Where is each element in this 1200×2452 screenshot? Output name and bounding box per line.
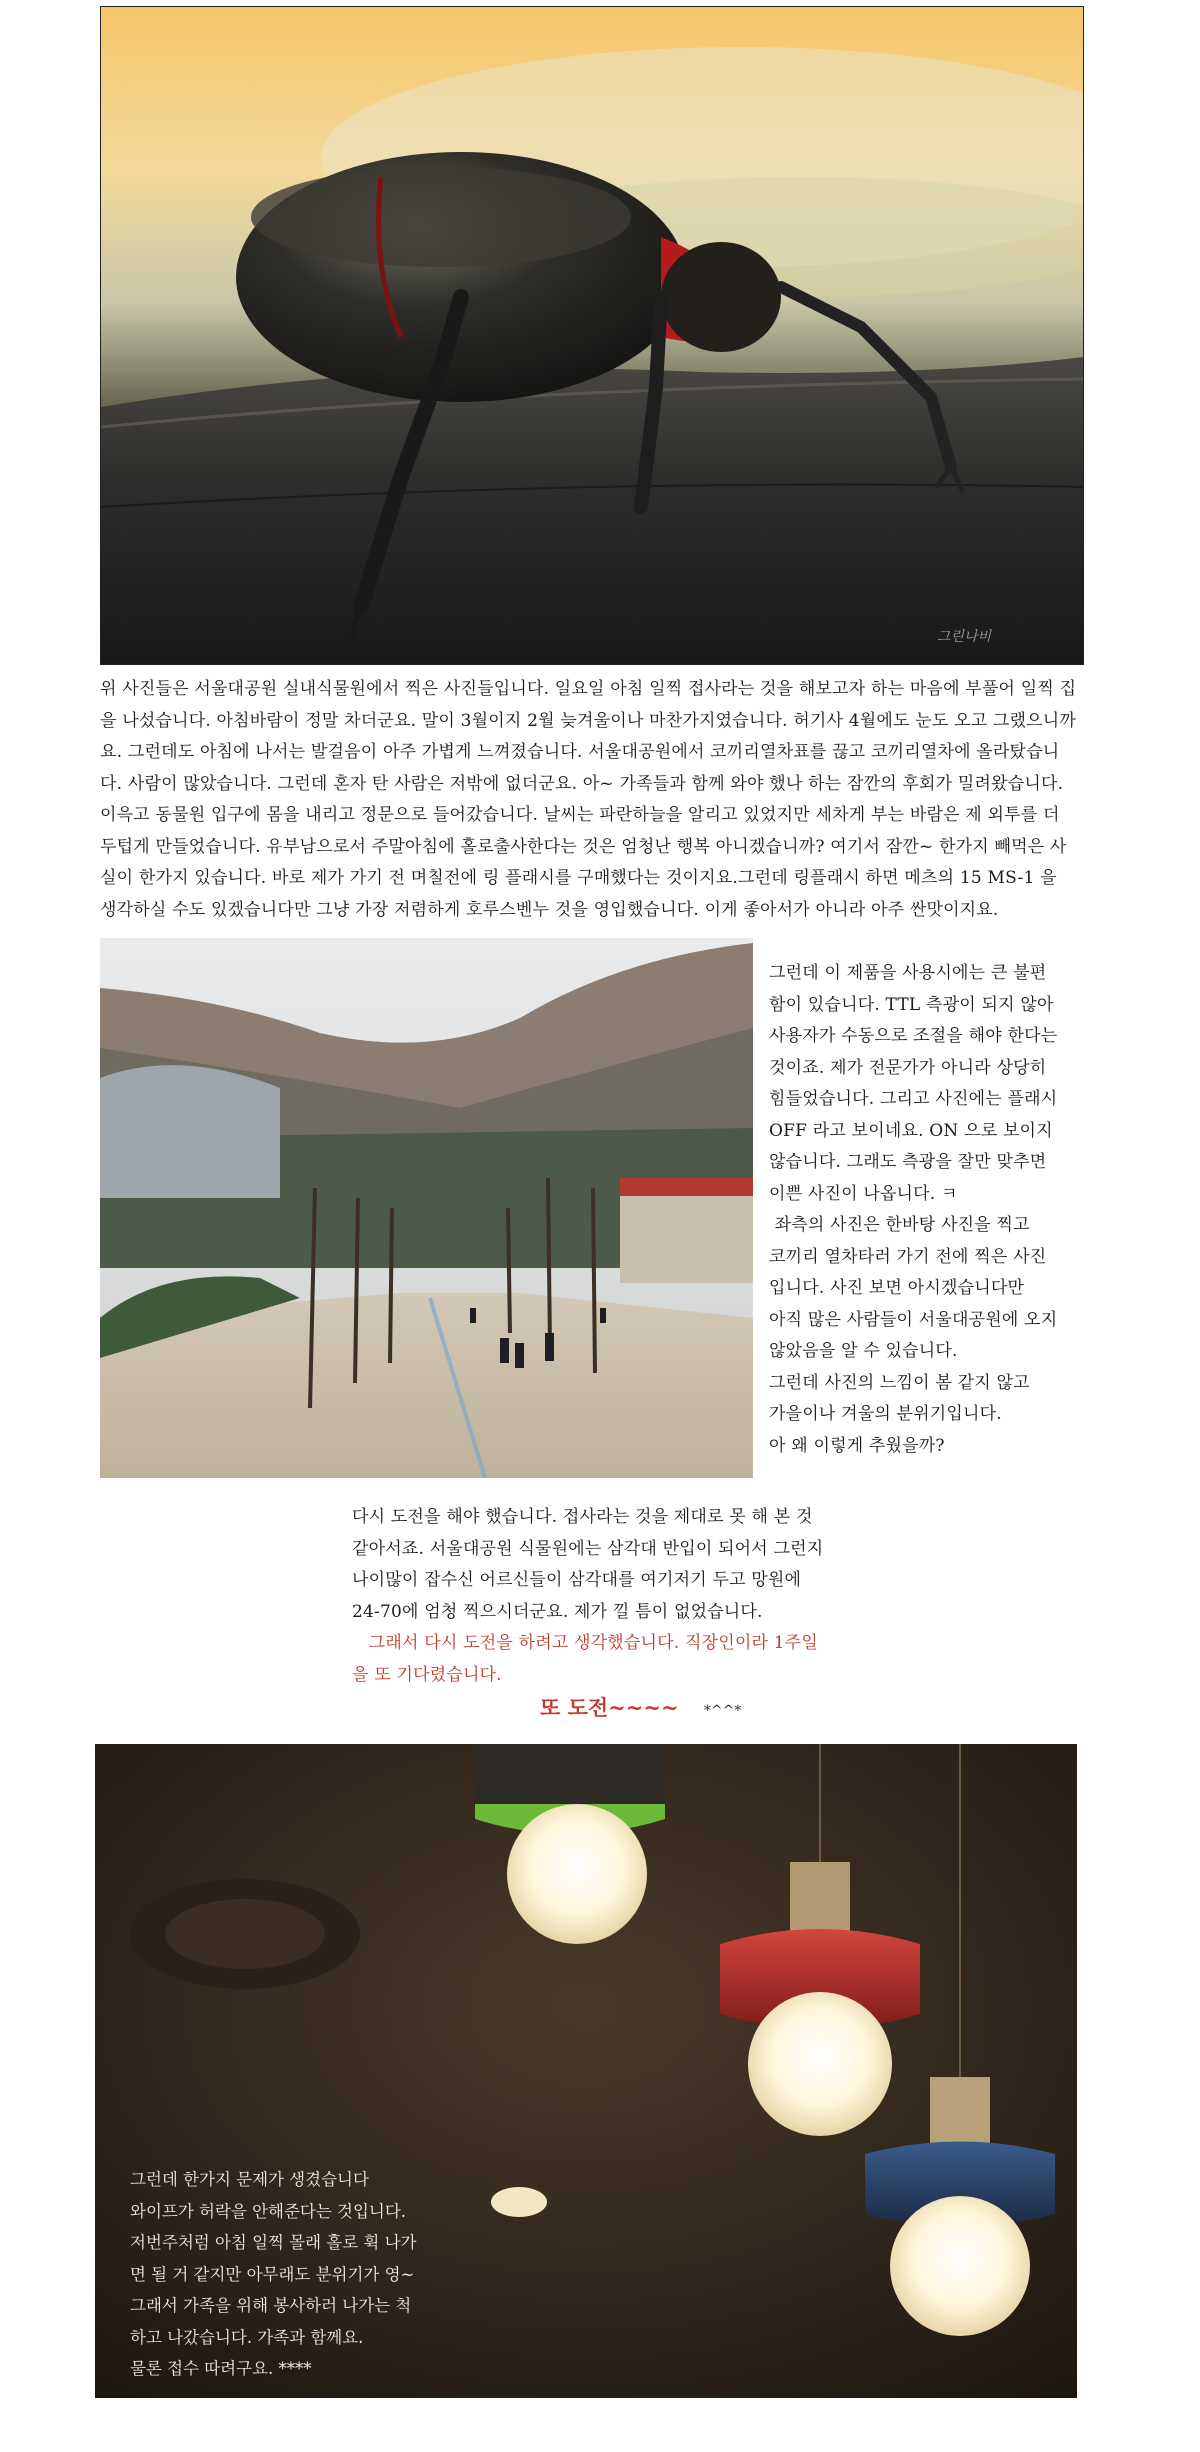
- intro-text: 위 사진들은 서울대공원 실내식물원에서 찍은 사진들입니다. 일요일 아침 일찍 접사라는 것을 해보고자 하는 마음에 부풀어 일찍 집을 나섰습니다. 아침바람이 정말 차더군요. 말이 3월이지 2월 늦겨울이나 마찬가지였습니다. 허기사 4월에도 눈도 오고 그랬으니까요. 그런데도 아침에 나서는 발걸음이 아주 가볍게 느껴졌습니다. 서울대공원에서 코끼리열차표를 끊고 코끼리열차에 올라탔습니다. 사람이 많았습니다. 그런데 혼자 탄 사람은 저밖에 없더군요. 아~ 가족들과 함께 와야 했나 하는 잠깐의 후회가 밀려왔습니다. 이윽고 동물원 입구에 몸을 내리고 정문으로 들어갔습니다. 날씨는 파란하늘을 알리고 있었지만 세차게 부는 바람은 제 외투를 더 두텁게 만들었습니다. 유부남으로서 주말아침에 홀로출사한다는 것은 엄청난 행복 아니겠습니까? 여기서 잠깐~ 한가지 빼먹은 사실이 한가지 있습니다. 바로 제가 가기 전 며칠전에 링 플래시를 구매했다는 것이지요.그런데 링플래시 하면 메츠의 15 MS-1 을 생각하실 수도 있겠습니다만 그냥 가장 저렴하게 호루스벤누 것을 영입했습니다. 이게 좋아서가 아니라 아주 싼맛이지요.: [100, 679, 1077, 920]
- side-paragraph: [769, 958, 1089, 1462]
- side-line: 아 왜 이렇게 추웠을까?: [769, 1435, 945, 1456]
- challenge-title: 또 도전~~~~: [540, 1695, 679, 1720]
- middle-red-line: 을 또 기다렸습니다.: [352, 1664, 502, 1685]
- side-line: 아직 많은 사람들이 서울대공원에 오지: [769, 1309, 1058, 1330]
- lamps-photo: [95, 1744, 1077, 2398]
- park-illustration: [100, 938, 753, 1478]
- side-line: 이쁜 사진이 나옵니다. ㅋ: [769, 1183, 958, 1204]
- caption-line: 하고 나갔습니다. 가족과 함께요.: [130, 2327, 364, 2347]
- middle-line: 24-70에 엄청 찍으시더군요. 제가 낄 틈이 없었습니다.: [352, 1601, 763, 1622]
- side-line: 좌측의 사진은 한바탕 사진을 찍고: [769, 1215, 1030, 1235]
- side-line: 않습니다. 그래도 측광을 잘만 맞추면: [769, 1152, 1047, 1172]
- side-line: 사용자가 수동으로 조절을 해야 한다는: [769, 1026, 1058, 1046]
- caption-line: 그런데 한가지 문제가 생겼습니다: [130, 2170, 369, 2189]
- side-line: 않았음을 알 수 있습니다.: [769, 1341, 958, 1361]
- side-line: 입니다. 사진 보면 아시겠습니다만: [769, 1278, 1025, 1298]
- intro-paragraph: [100, 674, 1078, 926]
- middle-paragraph: [352, 1502, 872, 1691]
- lamps-caption: [130, 2164, 550, 2385]
- side-line: 그런데 이 제품을 사용시에는 큰 불편: [769, 963, 1047, 983]
- middle-red-line: 그래서 다시 도전을 하려고 생각했습니다. 직장인이라 1주일: [352, 1633, 818, 1653]
- photo-watermark: 그린나비: [936, 629, 991, 645]
- beetle-photo: [100, 6, 1084, 665]
- side-line: 힘들었습니다. 그리고 사진에는 플래시: [769, 1089, 1058, 1109]
- caption-line: 와이프가 허락을 안해준다는 것입니다.: [130, 2201, 407, 2221]
- beetle-illustration: [101, 7, 1083, 664]
- challenge-heading: [540, 1692, 840, 1722]
- caption-line: 물론 접수 따려구요. ****: [130, 2359, 312, 2378]
- caption-line: 면 될 거 같지만 아무래도 분위기가 영~: [130, 2264, 415, 2284]
- side-line: 것이죠. 제가 전문가가 아니라 상당히: [769, 1057, 1047, 1078]
- caption-line: 그래서 가족을 위해 봉사하러 나가는 척: [130, 2296, 412, 2315]
- park-photo: [100, 938, 753, 1478]
- side-line: 코끼리 열차타러 가기 전에 찍은 사진: [769, 1246, 1047, 1267]
- middle-line: 같아서죠. 서울대공원 식물원에는 삼각대 반입이 되어서 그런지: [352, 1538, 824, 1559]
- side-line: OFF 라고 보이네요. ON 으로 보이지: [769, 1120, 1053, 1141]
- side-line: 함이 있습니다. TTL 측광이 되지 않아: [769, 994, 1054, 1015]
- side-line: 가을이나 겨울의 분위기입니다.: [769, 1404, 1002, 1424]
- middle-line: 다시 도전을 해야 했습니다. 접사라는 것을 제대로 못 해 본 것: [352, 1507, 813, 1527]
- middle-line: 나이많이 잡수신 어르신들이 삼각대를 여기저기 두고 망원에: [352, 1570, 802, 1590]
- caption-line: 저번주처럼 아침 일찍 몰래 홀로 휙 나가: [130, 2233, 417, 2252]
- challenge-emoticon: *^^*: [703, 1703, 742, 1719]
- side-line: 그런데 사진의 느낌이 봄 같지 않고: [769, 1372, 1030, 1393]
